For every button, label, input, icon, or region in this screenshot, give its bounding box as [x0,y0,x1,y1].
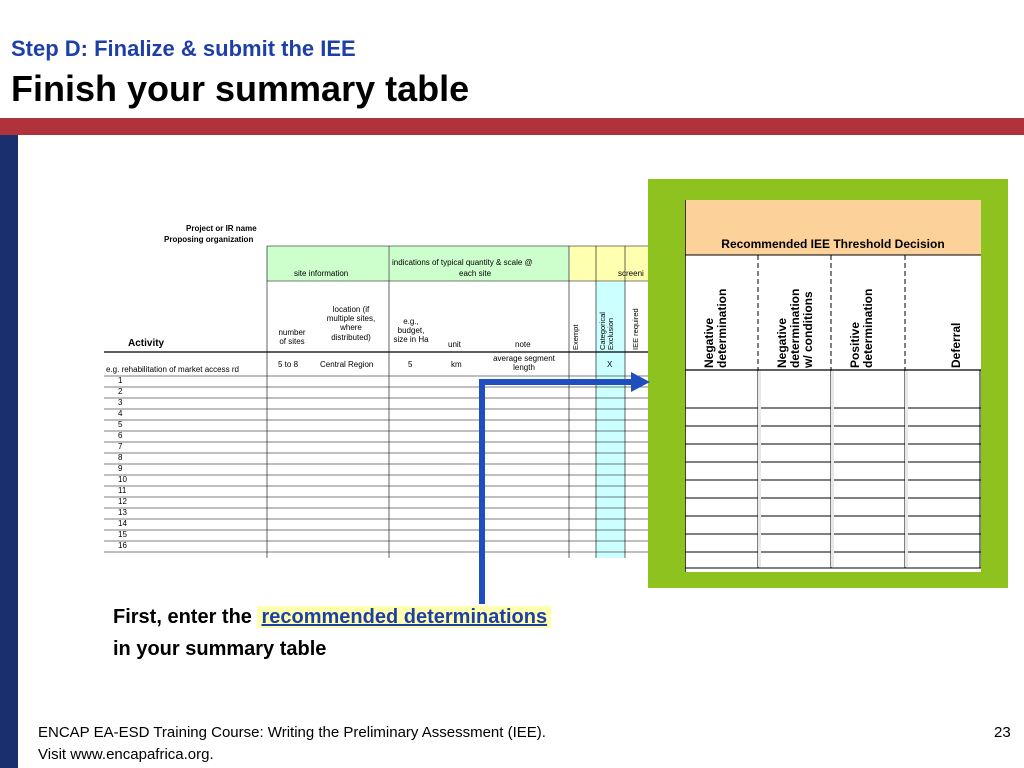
footer-course: ENCAP EA-ESD Training Course: Writing the Preliminary Assessment (IEE). [38,724,546,741]
decision-column-header: Negative determination [702,288,730,368]
slide-subtitle: Step D: Finalize & submit the IEE [11,36,356,61]
slide-title: Finish your summary table [11,68,470,109]
decision-column-header: Negative determination w/ conditions [775,288,816,368]
each-site-header: each site [459,269,492,278]
summary-table-spreadsheet [104,222,650,558]
example-unit: km [451,360,462,369]
instruction-line-2: in your summary table [113,638,327,660]
unit-header: unit [448,340,461,349]
recommended-determinations-link[interactable]: recommended determinations [257,606,551,628]
site-info-header: site information [294,269,349,278]
table-row-number: 14 [118,519,127,528]
spreadsheet-grid [104,222,650,558]
table-row-number: 10 [118,475,127,484]
screening-header: screeni [618,269,644,278]
budget-header: e.g., budget, size in Ha [393,317,429,345]
categorical-exclusion-header: Categorical Exclusion [598,312,615,350]
example-location: Central Region [320,360,374,369]
example-activity: e.g. rehabilitation of market access rd [106,365,239,374]
example-note: average segment length [493,354,555,373]
footer-visit: Visit www.encapafrica.org. [38,746,214,763]
table-row-number: 5 [118,420,123,429]
decision-table-grid [685,200,981,572]
table-row-number: 16 [118,541,127,550]
activity-header: Activity [128,338,165,349]
table-row-number: 2 [118,387,123,396]
indications-header: indications of typical quantity & scale @ [392,258,533,267]
table-row-number: 4 [118,409,123,418]
example-categorical-mark: X [607,360,613,369]
table-row-number: 13 [118,508,127,517]
table-row-number: 1 [118,376,123,385]
table-row-number: 15 [118,530,127,539]
location-header: location (if multiple sites, where distributed) [326,305,376,342]
table-row-number: 6 [118,431,123,440]
project-name-label: Project or IR name [186,224,257,233]
decision-column-header: Deferral [949,322,963,368]
table-row-number: 12 [118,497,127,506]
example-sites: 5 to 8 [278,360,299,369]
table-row-number: 11 [118,486,127,495]
navy-side-bar [0,135,18,768]
instruction-line-1: First, enter the recommended determinations [113,606,551,629]
note-header: note [515,340,531,349]
exempt-header: Exempt [571,324,580,350]
table-row-number: 9 [118,464,123,473]
decision-column-header: Positive determination [848,288,876,368]
table-row-number: 7 [118,442,123,451]
decision-cell-gap [831,371,834,567]
table-row-number: 3 [118,398,123,407]
iee-required-header: IEE required [631,308,640,350]
decision-header: Recommended IEE Threshold Decision [721,237,945,251]
decision-cell-gap [758,371,761,567]
table-row-number: 8 [118,453,123,462]
number-of-sites-header: number of sites [278,328,306,347]
proposing-org-label: Proposing organization [164,235,254,244]
decision-table [685,200,981,572]
example-size: 5 [408,360,413,369]
decision-cell-gap [905,371,908,567]
red-divider-bar [0,118,1024,135]
page-number: 23 [994,724,1011,741]
